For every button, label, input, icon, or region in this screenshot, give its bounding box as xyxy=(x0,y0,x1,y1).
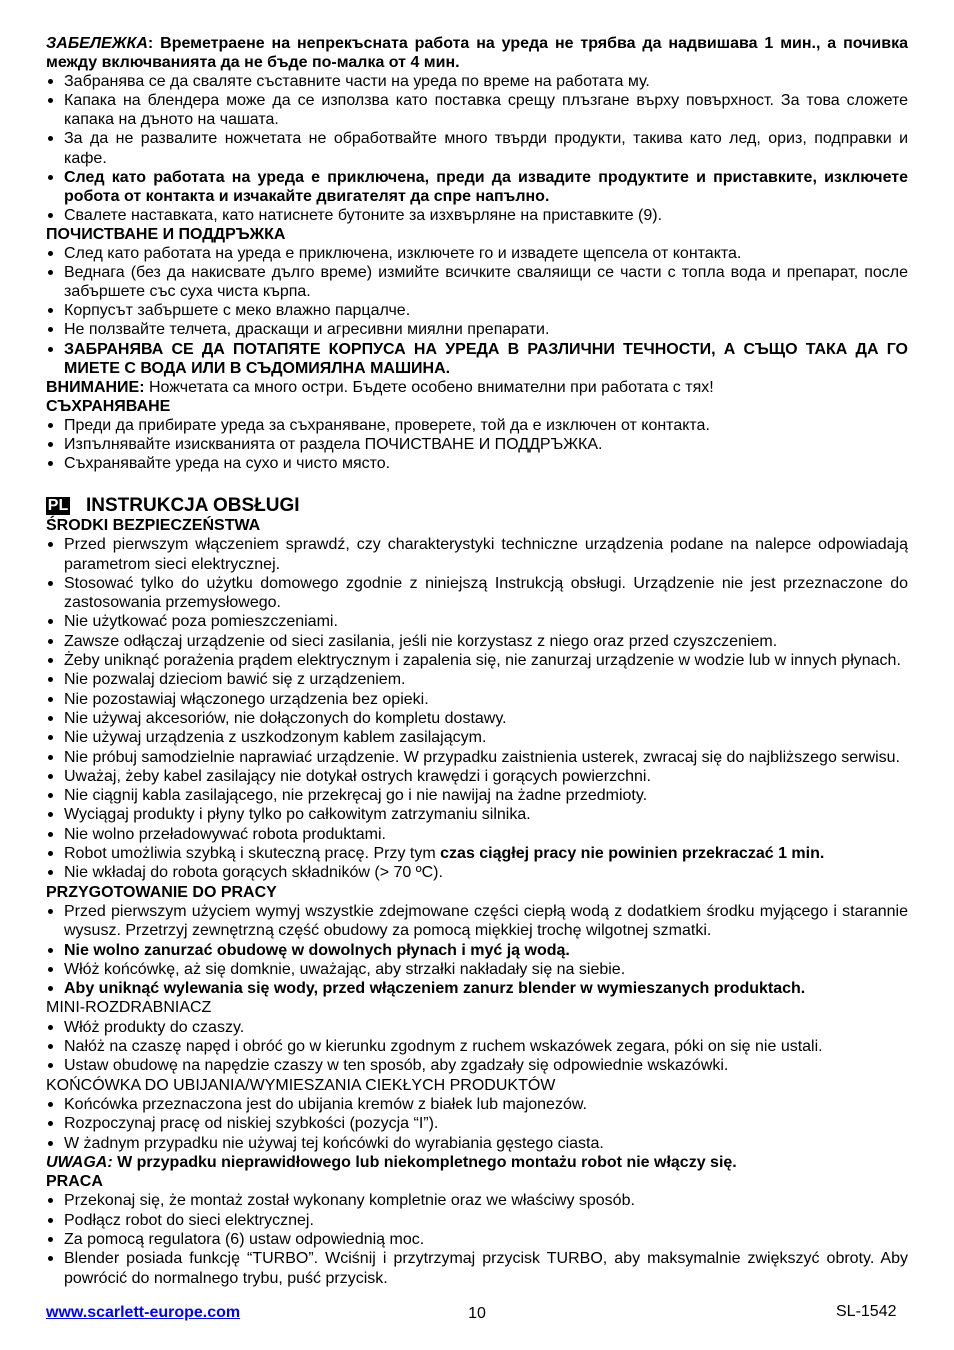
list-item-text: Włóż produkty do czaszy. xyxy=(64,1018,245,1036)
list-item-text: Nie wolno zanurzać obudowę w dowolnych płynach i myć ją wodą. xyxy=(64,941,570,959)
list-item-text: Nie używaj akcesoriów, nie dołączonych do kompletu dostawy. xyxy=(64,709,507,727)
bullet-icon xyxy=(48,251,53,256)
bullet-icon xyxy=(48,658,53,663)
bullet-icon xyxy=(48,793,53,798)
list-item xyxy=(46,301,908,320)
page-number: 10 xyxy=(468,1305,486,1322)
bullet-icon xyxy=(48,812,53,817)
bullet-icon xyxy=(48,716,53,721)
bullet-icon xyxy=(48,677,53,682)
list-item-text: Nie użytkować poza pomieszczeniami. xyxy=(64,613,338,631)
list-item-text: Съхранявайте уреда на сухо и чисто място. xyxy=(64,455,391,473)
list-item-text: Aby uniknąć wylewania się wody, przed włączeniem zanurz blender w wymieszanych produktach. xyxy=(64,980,806,998)
operation-heading: PRACA xyxy=(46,1173,103,1191)
bullet-icon xyxy=(48,581,53,586)
bullet-icon xyxy=(48,967,53,972)
list-item xyxy=(46,340,908,378)
list-item xyxy=(46,1230,908,1249)
whisk-heading: KOŃCÓWKA DO UBIJANIA/WYMIESZANIA CIEKŁYCH PRODUKTÓW xyxy=(46,1076,556,1094)
bullet-icon xyxy=(48,327,53,332)
list-item-text: Nie używaj urządzenia z uszkodzonym kablem zasilającym. xyxy=(64,729,487,747)
caution-label: UWAGA: xyxy=(46,1153,113,1171)
list-item xyxy=(46,72,908,91)
chopper-list xyxy=(46,1018,908,1076)
bulgarian-section xyxy=(46,34,908,473)
list-item xyxy=(46,767,908,786)
bullet-icon xyxy=(48,461,53,466)
storage-heading: СЪХРАНЯВАНЕ xyxy=(46,397,171,415)
list-item xyxy=(46,805,908,824)
bullet-icon xyxy=(48,1198,53,1203)
list-item-text: Uważaj, żeby kabel zasilający nie dotykał ostrych krawędzi i gorących powierzchni. xyxy=(64,767,651,785)
bullet-icon xyxy=(48,175,53,180)
bullet-icon xyxy=(48,1063,53,1068)
note-paragraph xyxy=(46,34,908,72)
list-item xyxy=(46,825,908,844)
cleaning-list xyxy=(46,244,908,378)
list-item-text: Забранява се да сваляте съставните части на уреда по време на работата му. xyxy=(64,73,650,91)
list-item-text: Wyciągaj produkty i płyny tylko po całkowitym zatrzymaniu silnika. xyxy=(64,806,531,824)
list-item xyxy=(46,168,908,206)
list-item xyxy=(46,902,908,941)
preparation-list xyxy=(46,902,908,998)
bullet-icon xyxy=(48,1237,53,1242)
list-item-text: Nie wolno przeładowywać robota produktami. xyxy=(64,825,386,843)
whisk-list xyxy=(46,1095,908,1153)
list-item xyxy=(46,1249,908,1288)
bullet-icon xyxy=(48,213,53,218)
cleaning-heading: ПОЧИСТВАНЕ И ПОДДРЪЖКА xyxy=(46,225,286,243)
list-item xyxy=(46,320,908,339)
safety-list xyxy=(46,535,908,882)
list-item xyxy=(46,129,908,167)
bullet-icon xyxy=(48,619,53,624)
list-item xyxy=(46,651,908,670)
list-item-emphasis: czas ciągłej pracy nie powinien przekraczać 1 min. xyxy=(440,845,825,863)
list-item-text: Корпусът забършете с меко влажно парцалче. xyxy=(64,302,411,320)
list-item xyxy=(46,728,908,747)
warning-text: Ножчетата са много остри. Бъдете особено внимателни при работата с тях! xyxy=(144,378,714,396)
list-item xyxy=(46,612,908,631)
list-item xyxy=(46,786,908,805)
polish-section-header xyxy=(46,496,446,516)
list-item-text: Nie wkładaj do robota gorących składników (> 70 ºC). xyxy=(64,864,443,882)
bullet-icon xyxy=(48,1044,53,1049)
list-item xyxy=(46,206,908,225)
list-item xyxy=(46,1018,908,1037)
language-badge: PL xyxy=(47,497,69,514)
list-item xyxy=(46,1056,908,1075)
usage-list xyxy=(46,72,908,225)
list-item xyxy=(46,1114,908,1133)
bullet-icon xyxy=(48,542,53,547)
list-item-text: Капака на блендера може да се използва като поставка срещу плъзгане върху повърхност. За това сложете капака на дъното на чашата. xyxy=(64,92,908,129)
bullet-icon xyxy=(48,832,53,837)
bullet-icon xyxy=(48,423,53,428)
list-item-text: Przekonaj się, że montaż został wykonany kompletnie oraz we właściwy sposób. xyxy=(64,1192,635,1210)
list-item xyxy=(46,979,908,998)
bullet-icon xyxy=(48,270,53,275)
website-link[interactable]: www.scarlett-europe.com xyxy=(46,1304,241,1321)
bullet-icon xyxy=(48,639,53,644)
bullet-icon xyxy=(48,79,53,84)
note-label: ЗАБЕЛЕЖКА xyxy=(46,35,148,52)
list-item xyxy=(46,748,908,767)
bullet-icon xyxy=(48,98,53,103)
bullet-icon xyxy=(48,948,53,953)
list-item xyxy=(46,244,908,263)
list-item-text: Изпълнявайте изискванията от раздела ПОЧИСТВАНЕ И ПОДДРЪЖКА. xyxy=(64,435,603,453)
list-item-text: Zawsze odłączaj urządzenie od sieci zasilania, jeśli nie korzystasz z niego oraz przed czyszczeniem. xyxy=(64,632,778,650)
list-item xyxy=(46,416,908,435)
list-item-text: Przed pierwszym użyciem wymyj wszystkie zdejmowane części ciepłą wodą z dodatkiem środku myjącego i starannie wysusz. Przetrzyj zewnętrzną część obudowy za pomocą miękkiej trochę wilgotnej szmatki. xyxy=(64,902,908,940)
polish-section xyxy=(46,516,908,1288)
list-item-text: Żeby uniknąć porażenia prądem elektrycznym i zapalenia się, nie zanurzaj urządzenie w wodzie lub w innych płynach. xyxy=(64,652,901,670)
bullet-icon xyxy=(48,909,53,914)
model-number: SL-1542 xyxy=(836,1303,897,1320)
list-item xyxy=(46,1037,908,1056)
bullet-icon xyxy=(48,1141,53,1146)
operation-list xyxy=(46,1191,908,1287)
list-item-text: W żadnym przypadku nie używaj tej końcówki do wyrabiania gęstego ciasta. xyxy=(64,1134,604,1152)
list-item-text: Не ползвайте телчета, драскащи и агресивни миялни препарати. xyxy=(64,321,550,339)
bullet-icon xyxy=(48,347,53,352)
list-item xyxy=(46,960,908,979)
bullet-icon xyxy=(48,308,53,313)
bullet-icon xyxy=(48,1256,53,1261)
list-item xyxy=(46,1134,908,1153)
note-text: : Времетраене на непрекъсната работа на уреда не трябва да надвишава 1 мин., а почивка между включванията да не бъде по-малка от 4 мин. xyxy=(46,35,908,72)
preparation-heading: PRZYGOTOWANIE DO PRACY xyxy=(46,883,277,901)
caution-paragraph xyxy=(46,1153,908,1172)
list-item-text: Za pomocą regulatora (6) ustaw odpowiednią moc. xyxy=(64,1230,425,1248)
list-item-text: Nie ciągnij kabla zasilającego, nie przekręcaj go i nie nawijaj na żadne przedmioty. xyxy=(64,787,648,805)
list-item-text: Robot umożliwia szybką i skuteczną pracę. Przy tym xyxy=(64,845,441,863)
list-item xyxy=(46,1191,908,1210)
list-item xyxy=(46,454,908,473)
chopper-heading: MINI-ROZDRABNIACZ xyxy=(46,999,212,1017)
list-item xyxy=(46,863,908,882)
bullet-icon xyxy=(48,735,53,740)
list-item xyxy=(46,91,908,129)
list-item-text: Nie pozostawiaj włączonego urządzenia bez opieki. xyxy=(64,690,429,708)
list-item xyxy=(46,435,908,454)
list-item xyxy=(46,844,908,863)
list-item xyxy=(46,690,908,709)
bullet-icon xyxy=(48,1102,53,1107)
list-item xyxy=(46,263,908,301)
bullet-icon xyxy=(48,1121,53,1126)
list-item xyxy=(46,632,908,651)
bullet-icon xyxy=(48,442,53,447)
list-item xyxy=(46,1095,908,1114)
list-item-text: Свалете наставката, като натиснете бутоните за изхвърляне на приставките (9). xyxy=(64,206,663,224)
list-item-text: За да не развалите ножчетата не обработвайте много твърди продукти, такива като лед, ориз, подправки и кафе. xyxy=(64,130,908,167)
list-item xyxy=(46,535,908,574)
list-item-text: Преди да прибирате уреда за съхраняване, проверете, той да е изключен от контакта. xyxy=(64,416,710,434)
warning-paragraph xyxy=(46,378,908,397)
list-item xyxy=(46,670,908,689)
safety-heading: ŚRODKI BEZPIECZEŃSTWA xyxy=(46,517,261,534)
bullet-icon xyxy=(48,774,53,779)
list-item-text: След като работата на уреда е приключена, преди да извадите продуктите и приставките, изключете робота от контакта и изчакайте двигателят да спре напълно. xyxy=(64,168,908,205)
section-title: INSTRUKCJA OBSŁUGI xyxy=(86,495,300,516)
list-item-text: Blender posiada funkcję “TURBO”. Wciśnij i przytrzymaj przycisk TURBO, aby maksymalnie zwiększyć obroty. Aby powrócić do normalnego trybu, puść przycisk. xyxy=(64,1250,908,1287)
list-item-text: Ustaw obudowę na napędzie czaszy w ten sposób, aby zgadzały się odpowiednie wskazówki. xyxy=(64,1057,729,1075)
list-item-text: Włóż końcówkę, aż się domknie, uważając, aby strzałki nakładały się na siebie. xyxy=(64,960,626,978)
bullet-icon xyxy=(48,755,53,760)
bullet-icon xyxy=(48,136,53,141)
warning-label: ВНИМАНИЕ: xyxy=(46,378,145,396)
list-item-text: Stosować tylko do użytku domowego zgodnie z niniejszą Instrukcją obsługi. Urządzenie nie jest przeznaczone do zastosowania przemysłowego. xyxy=(64,574,908,612)
bullet-icon xyxy=(48,1218,53,1223)
list-item xyxy=(46,941,908,960)
storage-list xyxy=(46,416,908,473)
bullet-icon xyxy=(48,986,53,991)
list-item xyxy=(46,709,908,728)
bullet-icon xyxy=(48,851,53,856)
list-item-text: След като работата на уреда е приключена, изключете го и извадете щепсела от контакта. xyxy=(64,245,742,263)
caution-text: W przypadku nieprawidłowego lub niekompletnego montażu robot nie włączy się. xyxy=(112,1153,737,1171)
list-item-text: Przed pierwszym włączeniem sprawdź, czy charakterystyki techniczne urządzenia podane na nalepce odpowiadają parametrom sieci elektrycznej. xyxy=(64,536,908,573)
list-item-text: Podłącz robot do sieci elektrycznej. xyxy=(64,1211,314,1229)
bullet-icon xyxy=(48,870,53,875)
list-item-text: Nie pozwalaj dzieciom bawić się z urządzeniem. xyxy=(64,671,406,689)
bullet-icon xyxy=(48,697,53,702)
list-item-text: ЗАБРАНЯВА СЕ ДА ПОТАПЯТЕ КОРПУСА НА УРЕДА В РАЗЛИЧНИ ТЕЧНОСТИ, А СЪЩО ТАКА ДА ГО МИЕТЕ С ВОДА ИЛИ В СЪДОМИЯЛНА МАШИНА. xyxy=(64,340,908,377)
bullet-icon xyxy=(48,1025,53,1030)
list-item-text: Końcówka przeznaczona jest do ubijania kremów z białek lub majonezów. xyxy=(64,1095,587,1113)
list-item-text: Nie próbuj samodzielnie naprawiać urządzenie. W przypadku zaistnienia usterek, zwracaj się do najbliższego serwisu. xyxy=(64,748,900,766)
list-item-text: Rozpoczynaj pracę od niskiej szybkości (pozycja “I”). xyxy=(64,1115,439,1133)
list-item-text: Веднага (без да накисвате дълго време) измийте всичките сваляищи се части с топла вода и препарат, после забършете със суха чиста кърпа. xyxy=(64,264,908,301)
list-item xyxy=(46,1211,908,1230)
list-item-text: Nałóż na czaszę napęd i obróć go w kierunku zgodnym z ruchem wskazówek zegara, póki on się nie ustali. xyxy=(64,1038,823,1056)
list-item xyxy=(46,574,908,613)
